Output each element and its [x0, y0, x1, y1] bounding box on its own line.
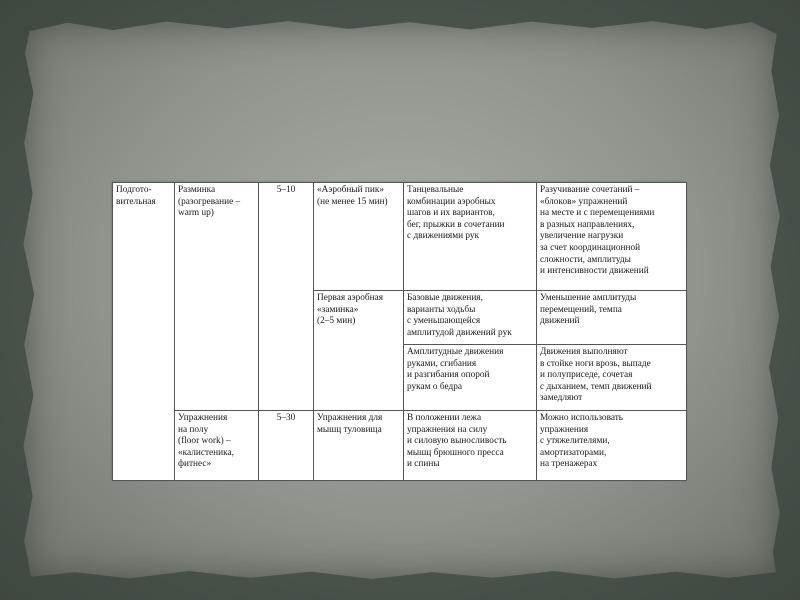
cell-content: Базовые движения, варианты ходьбы с уменьшающейся амплитудой движений рук: [404, 291, 537, 345]
table-row: [113, 411, 687, 481]
exercise-table: [112, 182, 687, 481]
table-card: [112, 182, 686, 480]
table-row: [113, 183, 687, 291]
cell-phase: Первая аэробная «заминка» (2–5 мин): [314, 291, 404, 411]
cell-phase: Упражнения для мышц туловища: [314, 411, 404, 481]
cell-part: Упражнения на полу (floor work) – «калистеника, фитнес»: [175, 411, 259, 481]
cell-phase: «Аэробный пик» (не менее 15 мин): [314, 183, 404, 291]
cell-method: Разучивание сочетаний – «блоков» упражнений на месте и с перемещениями в разных направлениях, увеличение нагрузки за счет координационной сложности, амплитуды и интенсивности движений: [537, 183, 687, 291]
cell-content: Танцевальные комбинации аэробных шагов и их вариантов, бег, прыжки в сочетании с движениями рук: [404, 183, 537, 291]
cell-content: Амплитудные движения руками, сгибания и разгибания опорой рукам о бедра: [404, 345, 537, 411]
cell-method: Можно использовать упражнения с утяжелителями, амортизаторами, на тренажерах: [537, 411, 687, 481]
cell-content: В положении лежа упражнения на силу и силовую выносливость мышц брюшного пресса и спины: [404, 411, 537, 481]
cell-method: Уменьшение амплитуды перемещений, темпа движений: [537, 291, 687, 345]
cell-time: 5–10: [259, 183, 314, 411]
cell-stage: Подгото- вительная: [113, 183, 175, 481]
cell-time: 5–30: [259, 411, 314, 481]
cell-method: Движения выполняют в стойке ноги врозь, выпаде и полуприседе, сочетая с дыханием, темп движений замедляют: [537, 345, 687, 411]
cell-part: Разминка (разогревание – warm up): [175, 183, 259, 411]
